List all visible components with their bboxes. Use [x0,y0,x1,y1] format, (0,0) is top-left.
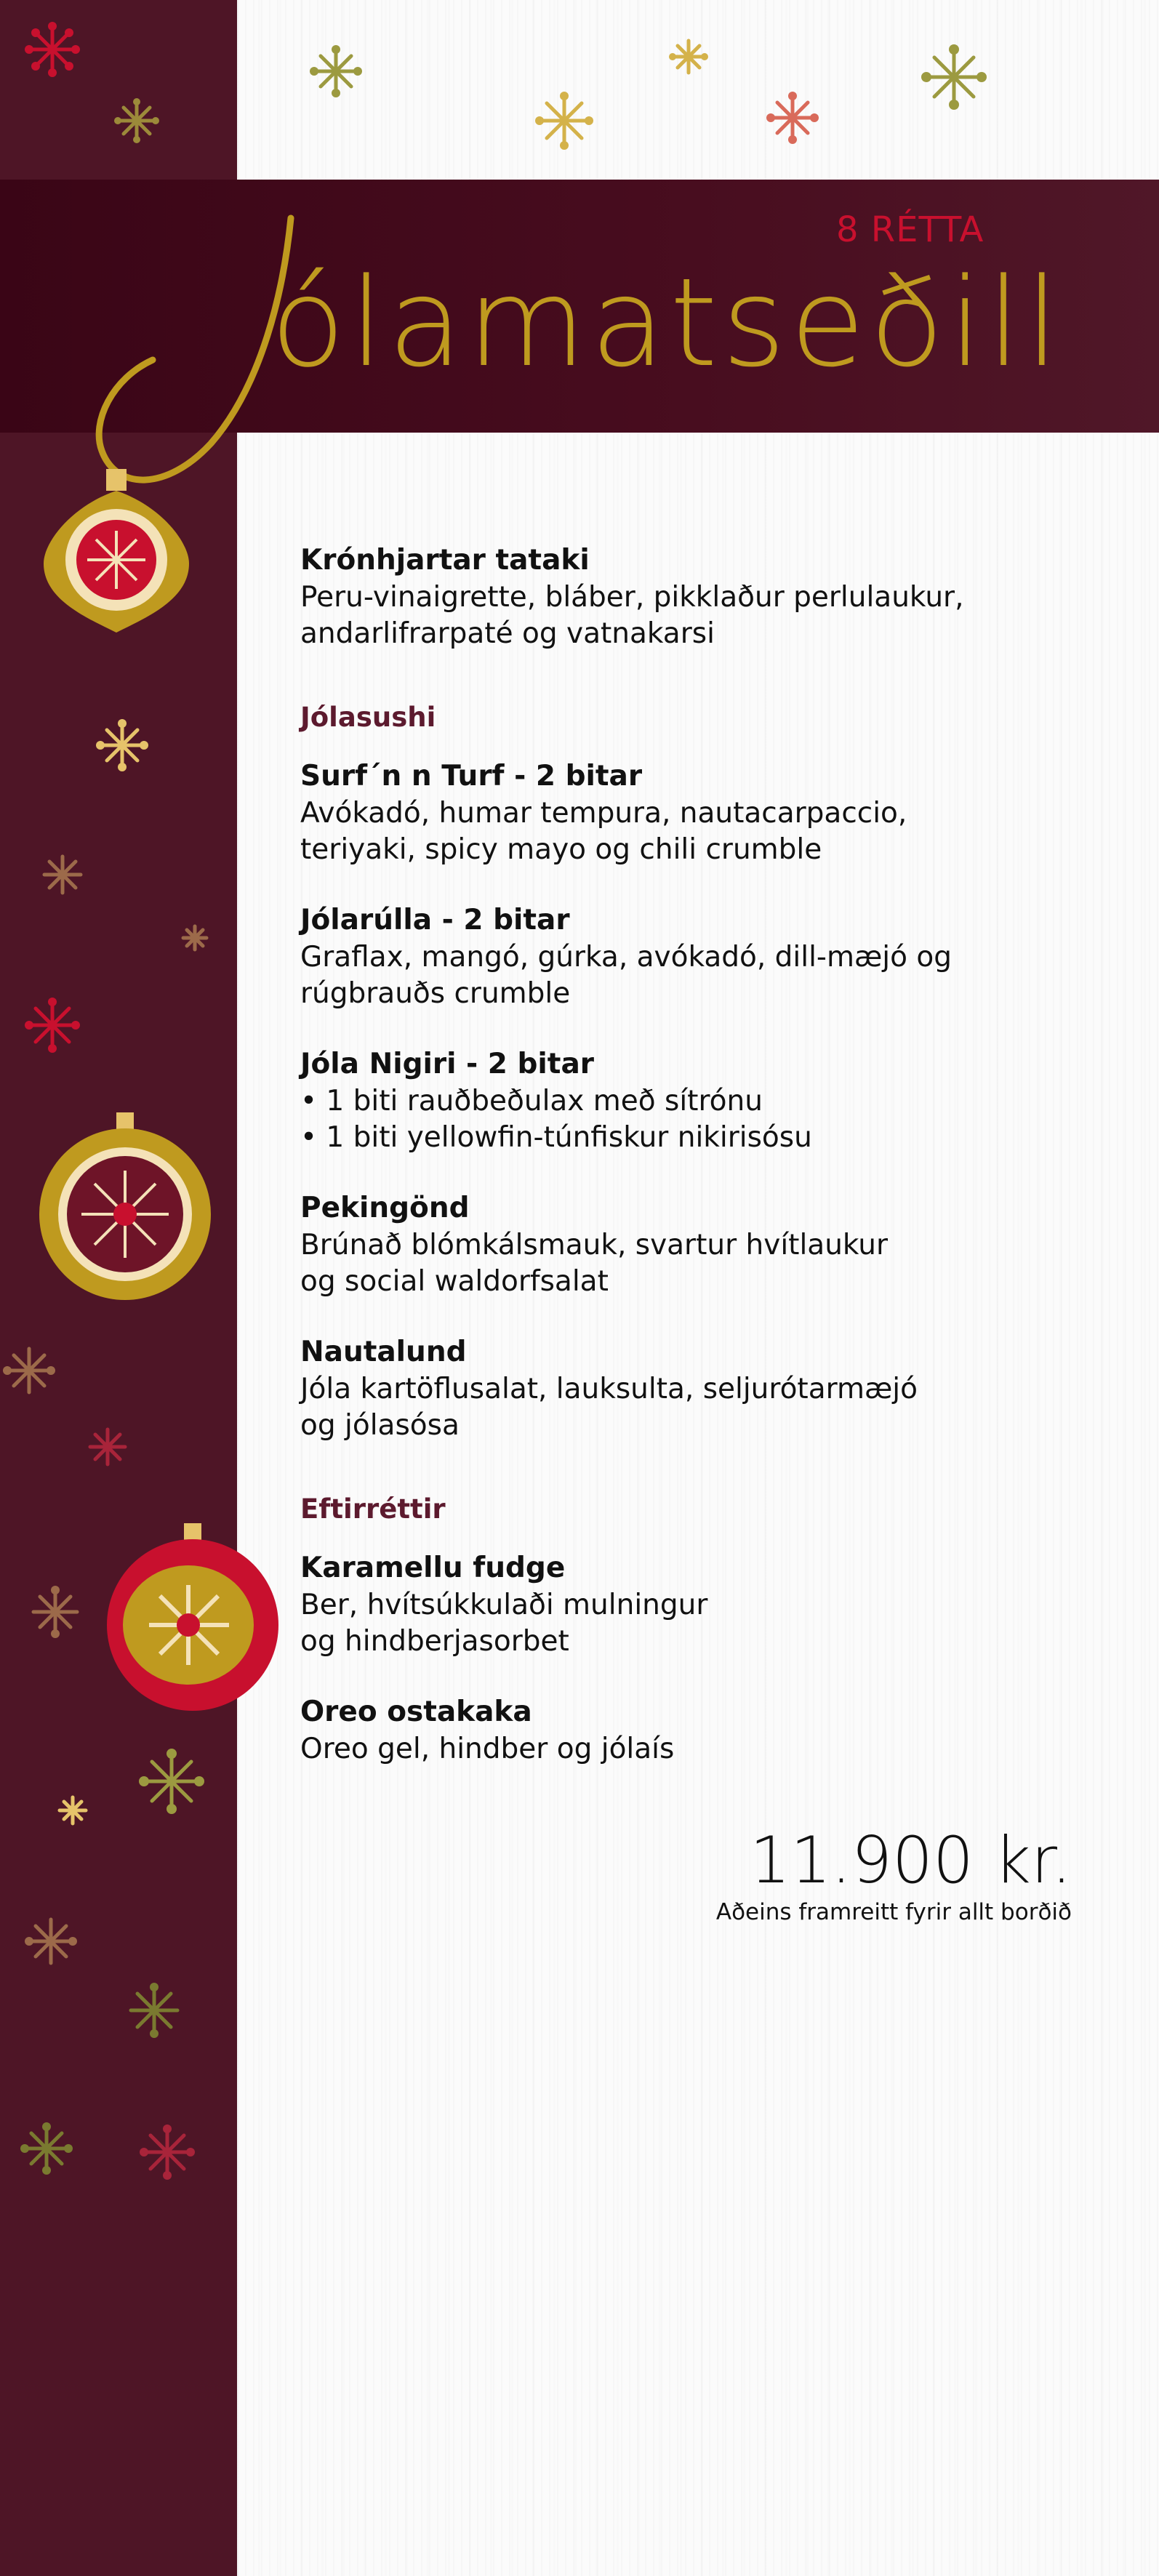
snowflake-icon [140,2124,195,2180]
dish-name: Pekingönd [300,1192,470,1224]
dish-description: teriyaki, spicy mayo og chili crumble [300,833,822,866]
snowflake-icon [310,45,362,97]
page-title [270,252,1107,394]
dish-description: Ber, hvítsúkkulaði mulningur [300,1589,708,1621]
dish-description: og jólasósa [300,1409,460,1442]
ornament-icon [39,1112,211,1300]
menu-item [300,758,1056,868]
snowflake-icon [921,44,987,110]
dish-name: Oreo ostakaka [300,1696,532,1728]
dish-description: Brúnað blómkálsmauk, svartur hvítlaukur [300,1229,889,1261]
section-heading-desserts: Eftirréttir [300,1493,446,1525]
menu-list [300,542,1056,1801]
snowflake-icon [766,92,819,144]
snowflake-icon [25,998,80,1053]
snowflake-icon [25,22,80,77]
course-count: 8 RÉTTA [836,209,984,250]
dish-description: rúgbrauðs crumble [300,977,571,1010]
snowflake-icon [96,719,148,771]
menu-item [300,1549,1056,1660]
dish-name: Jólarúlla - 2 bitar [300,904,570,936]
dish-description: • 1 biti rauðbeðulax með sítrónu [300,1085,763,1118]
snowflake-icon [25,1919,77,1963]
dish-name: Surf´n n Turf - 2 bitar [300,760,643,793]
sidebar-decorations-bottom [0,2108,237,2218]
dish-description: andarlifrarpaté og vatnakarsi [300,617,715,650]
ornament-icon [107,1523,278,1711]
snowflake-icon [60,1797,86,1823]
dish-name: Nautalund [300,1336,467,1368]
snowflake-icon [3,1349,55,1392]
snowflake-icon [669,41,708,73]
menu-item [300,902,1056,1012]
page-title-text: ólamatseðill [270,252,1064,394]
menu-item [300,1046,1056,1156]
dish-name: Jóla Nigiri - 2 bitar [300,1048,594,1080]
top-snowflakes [0,0,1159,180]
snowflake-icon [139,1749,204,1814]
snowflake-icon [33,1586,77,1638]
dish-description: og social waldorfsalat [300,1265,609,1298]
snowflake-icon [114,98,159,143]
snowflake-icon [535,92,593,150]
menu-item [300,542,1056,652]
sidebar-decorations [0,433,284,2148]
dish-description: Graflax, mangó, gúrka, avókadó, dill-mæjó og [300,941,952,974]
section-heading-sushi: Jólasushi [300,702,436,733]
snowflake-icon [183,926,206,950]
dish-description: Jóla kartöflusalat, lauksulta, seljurótarmæjó [300,1373,918,1405]
menu-item [300,1693,1056,1768]
snowflake-icon [20,2122,73,2175]
dish-name: Karamellu fudge [300,1552,566,1584]
price-note: Aðeins framreitt fyrir allt borðið [715,1899,1072,1925]
snowflake-icon [131,1983,177,2038]
ornament-icon [44,469,189,633]
menu-item [300,1189,1056,1300]
menu-item [300,1333,1056,1444]
dish-description: Avókadó, humar tempura, nautacarpaccio, [300,797,907,830]
snowflake-icon [90,1429,125,1464]
dish-name: Krónhjartar tataki [300,544,590,577]
price-amount: 11.900 kr. [750,1823,1072,1898]
snowflake-icon [44,856,81,893]
dish-description: Oreo gel, hindber og jólaís [300,1733,675,1765]
dish-description: • 1 biti yellowfin-túnfiskur nikirisósu [300,1121,812,1154]
dish-description: Peru-vinaigrette, bláber, pikklaður perlulaukur, [300,581,964,614]
dish-description: og hindberjasorbet [300,1625,569,1658]
